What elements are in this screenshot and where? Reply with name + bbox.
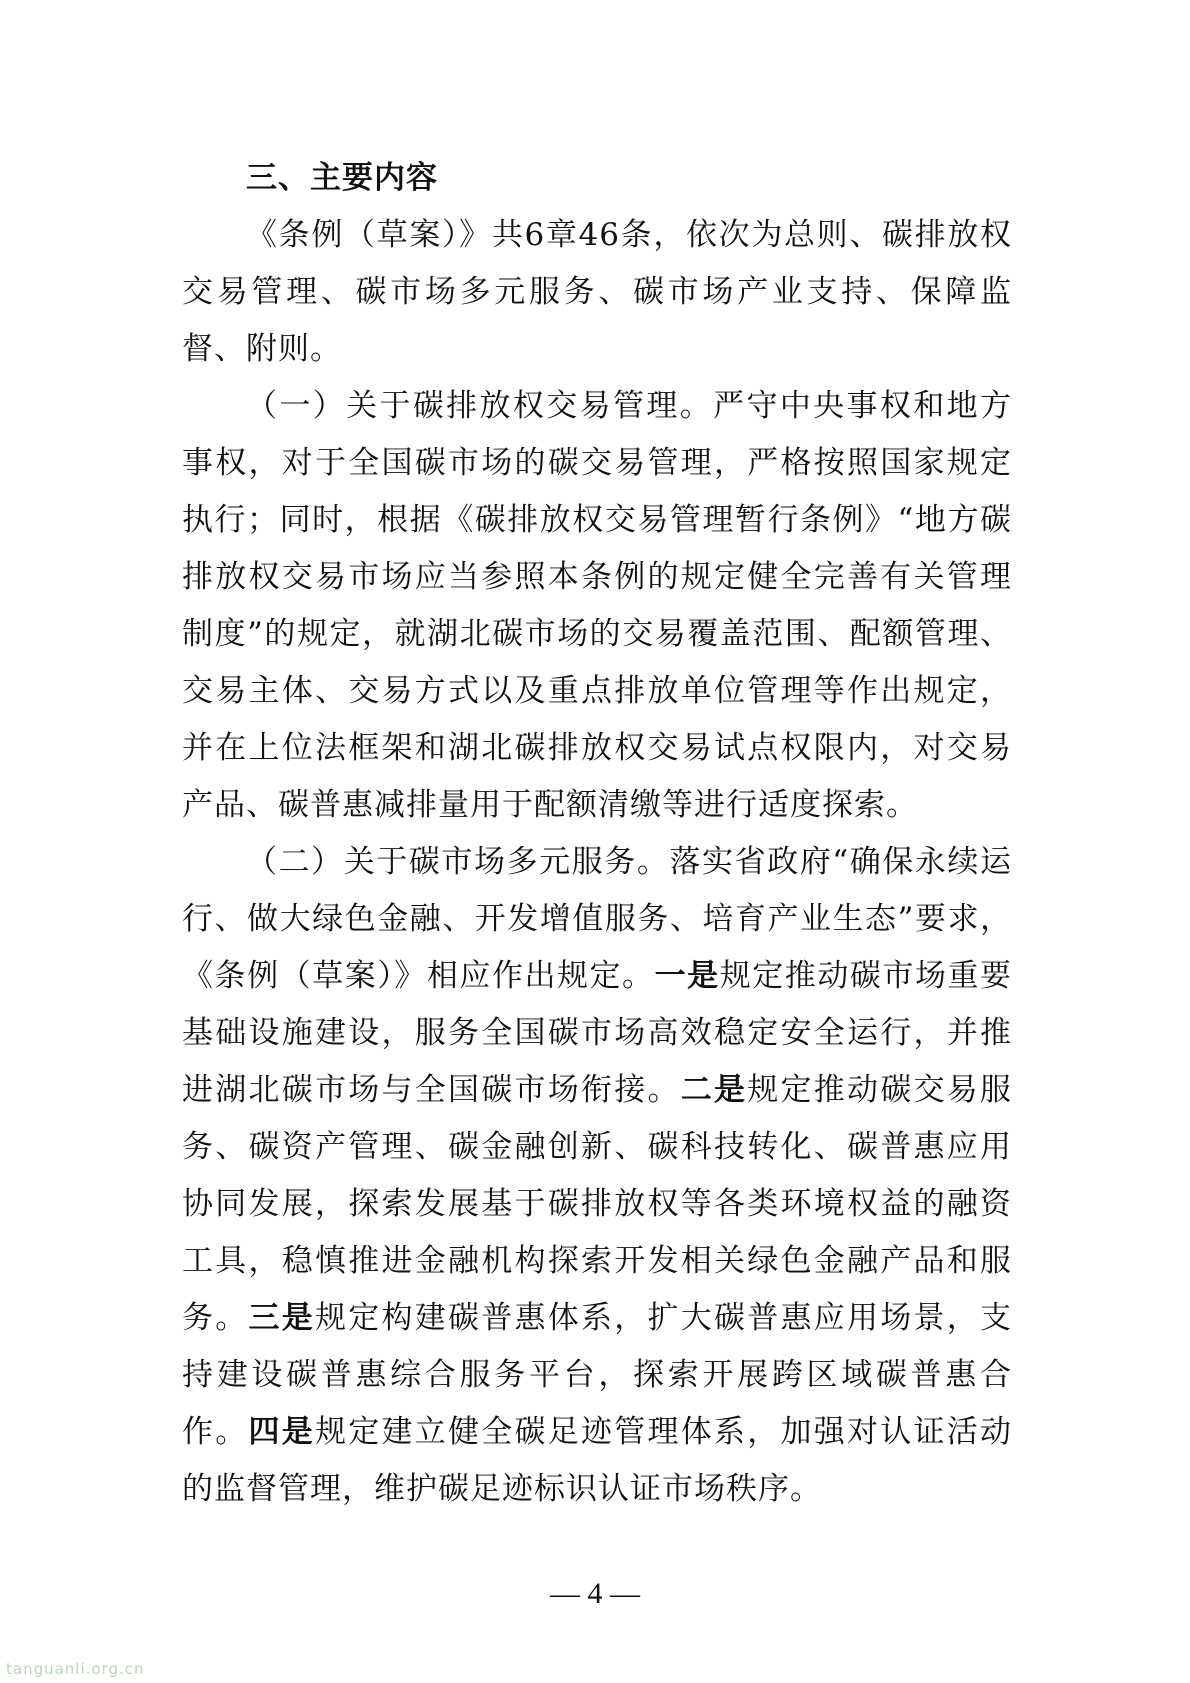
item2-text: 规定推动碳交易服务、碳资产管理、碳金融创新、碳科技转化、碳普惠应用协同发展，探索发展基于碳排放权等各类环境权益的融资工具，稳慎推进金融机构探索开发相关绿色金融产品和服务。 (182, 1072, 1012, 1336)
page-number: — 4 — (550, 1577, 640, 1610)
item4-label: 四是 (248, 1414, 315, 1450)
section2-title: （二）关于碳市场多元服务。 (246, 844, 670, 880)
section1-paragraph (182, 378, 1012, 834)
document-body (182, 150, 1012, 1518)
item3-label: 三是 (248, 1300, 315, 1336)
intro-paragraph: 《条例（草案）》共6章46条，依次为总则、碳排放权交易管理、碳市场多元服务、碳市场产业支持、保障监督、附则。 (182, 217, 1012, 367)
item3-text: 规定构建碳普惠体系，扩大碳普惠应用场景，支持建设碳普惠综合服务平台，探索开展跨区域碳普惠合作。 (182, 1300, 1012, 1450)
section-heading: 三、主要内容 (246, 160, 438, 196)
section1-title: （一）关于碳排放权交易管理。 (246, 388, 714, 424)
item4-text: 规定建立健全碳足迹管理体系，加强对认证活动的监督管理，维护碳足迹标识认证市场秩序。 (182, 1414, 1012, 1507)
section1-body: 严守中央事权和地方事权，对于全国碳市场的碳交易管理，严格按照国家规定执行；同时，根据《碳排放权交易管理暂行条例》“地方碳排放权交易市场应当参照本条例的规定健全完善有关管理制度”的规定，就湖北碳市场的交易覆盖范围、配额管理、交易主体、交易方式以及重点排放单位管理等作出规定，并在上位法框架和湖北碳排放权交易试点权限内，对交易产品、碳普惠减排量用于配额清缴等进行适度探索。 (182, 388, 1013, 823)
section2-lead: 落实省政府“确保永续运行、做大绿色金融、开发增值服务、培育产业生态”要求，《条例（草案）》相应作出规定。 (182, 844, 1012, 994)
item2-label: 二是 (680, 1072, 748, 1108)
item1-label: 一是 (654, 958, 720, 994)
site-watermark: tanguanli.org.cn (6, 1660, 145, 1678)
section2-paragraph (182, 834, 1012, 1518)
item1-text: 规定推动碳市场重要基础设施建设，服务全国碳市场高效稳定安全运行，并推进湖北碳市场与全国碳市场衔接。 (182, 958, 1013, 1108)
